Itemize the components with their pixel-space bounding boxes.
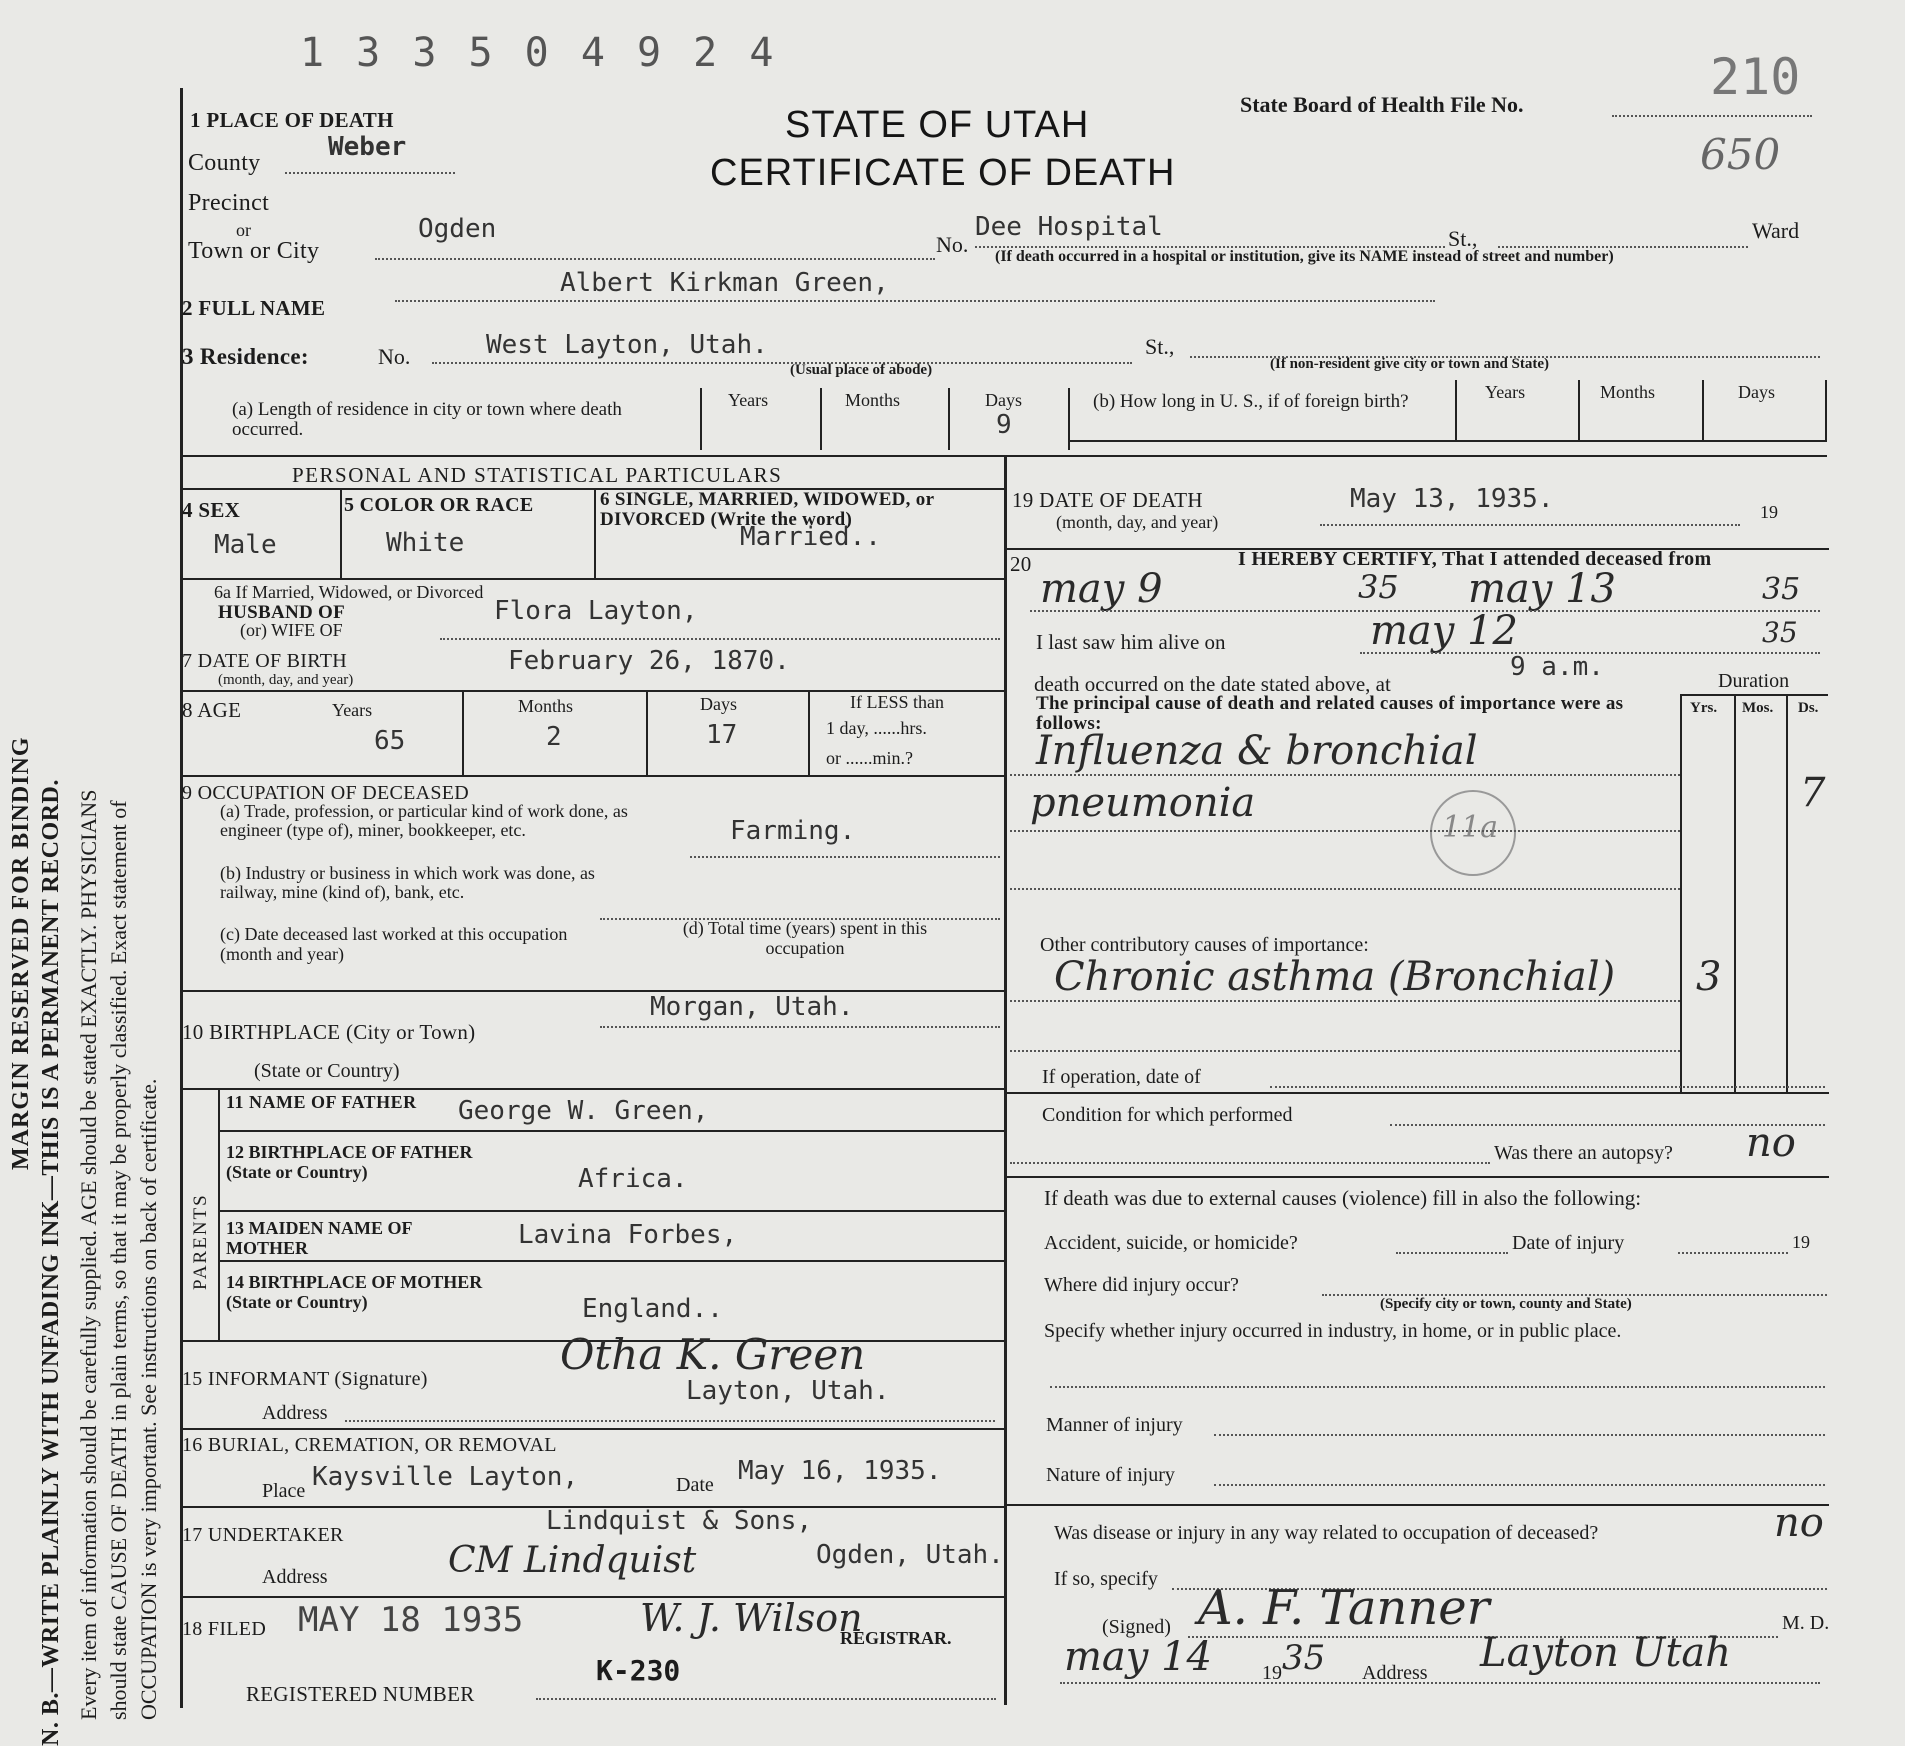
sign-year-value: 35 [1282,1638,1326,1678]
injury-bottom [1004,1504,1829,1506]
operation-label: If operation, date of [1042,1066,1201,1088]
birthplace-bottom [182,1088,1004,1090]
father-bottom [218,1130,1004,1132]
filed-stamp: MAY 18 1935 [298,1600,524,1640]
injury-specify-line [1050,1386,1825,1388]
duration-yrs-label: Yrs. [1690,700,1718,716]
hospital-value: Dee Hospital [975,212,1163,242]
town-value: Ogden [418,214,497,244]
occupation-value: Farming. [730,816,856,846]
informant-signature: Otha K. Green [560,1330,866,1379]
county-label: County [188,150,261,176]
informant-address-line [345,1420,995,1422]
if-so-label: If so, specify [1054,1568,1158,1590]
autopsy-label: Was there an autopsy? [1494,1142,1673,1164]
us-table-bottom [1070,440,1827,442]
occupation-label: 9 OCCUPATION OF DECEASED [182,782,470,804]
contributory-label: Other contributory causes of importance: [1040,934,1369,956]
injury-specify-label: Specify whether injury occurred in industry, in home, or in public place. [1044,1320,1622,1342]
age-days-value: 17 [706,720,738,750]
condition-label: Condition for which performed [1042,1104,1293,1126]
undertaker-address-label: Address [262,1566,328,1588]
place-of-death-label: 1 PLACE OF DEATH [190,108,394,132]
injury-19: 19 [1792,1232,1810,1252]
registrar-label: REGISTRAR. [840,1628,952,1648]
residence-street-label: St., [1145,334,1175,359]
occupation-bottom [182,990,1004,992]
age-years-label: Years [332,700,373,720]
birthplace-value: Morgan, Utah. [650,992,854,1022]
spouse-label-2: HUSBAND OF [218,602,346,623]
external-causes-label: If death was due to external causes (violence) fill in also the following: [1044,1186,1642,1210]
residence-line [432,362,1132,364]
father-birthplace-value: Africa. [578,1164,688,1194]
occupation-c-text: (c) Date deceased last worked at this occupation (month and year) [220,924,568,964]
age-sep2 [646,690,648,775]
mother-name-text: 13 MAIDEN NAME OF MOTHER [226,1218,412,1258]
attended-from-year: 35 [1358,568,1399,606]
date-of-death-sub: (month, day, and year) [1056,512,1219,532]
signed-label: (Signed) [1102,1616,1171,1638]
sign-date-value: may 14 [1064,1634,1212,1680]
duration-col-2 [1734,694,1736,1094]
margin-binding-text: MARGIN RESERVED FOR BINDING [8,736,34,1170]
margin-instruction-3: OCCUPATION is very important. See instructions on back of certificate. [136,1078,161,1720]
duration-mos-label: Mos. [1742,700,1774,716]
undertaker-address-value: Ogden, Utah. [816,1540,1004,1570]
us-table-right [1825,380,1827,442]
precinct-label: Precinct [188,190,270,216]
us-table-sep1 [1578,380,1580,442]
us-months-label: Months [1600,382,1656,402]
burial-label: 16 BURIAL, CREMATION, OR REMOVAL [182,1434,557,1456]
personal-heading: PERSONAL AND STATISTICAL PARTICULARS [292,463,783,487]
father-name-label: 11 NAME OF FATHER [226,1092,417,1112]
full-name-line [395,300,1435,302]
date-of-death-19: 19 [1760,502,1778,522]
dob-sub: (month, day, and year) [218,672,354,688]
res-table-left [700,388,702,450]
informant-label: 15 INFORMANT (Signature) [182,1368,428,1390]
cause-stamp-text: 11a [1442,810,1499,845]
contributory-line-2 [1010,1050,1680,1052]
duration-header-rule [1680,694,1828,696]
mother-name-label [226,1218,466,1258]
nature-line [1214,1484,1825,1486]
father-birthplace-label [226,1142,486,1182]
sign-date-line [1060,1682,1820,1684]
mother-birthplace-value: England.. [582,1294,723,1324]
cause-line-1-value: Influenza & bronchial [1036,728,1478,774]
res-table-sep1 [820,388,822,450]
certificate-serial-number: 1 3 3 5 0 4 9 2 4 [300,30,778,76]
undertaker-label: 17 UNDERTAKER [182,1524,344,1546]
town-label: Town or City [188,238,320,264]
less-than-label: If LESS than [850,692,944,712]
cause-line-1 [1010,774,1680,776]
spouse-label-3: (or) WIFE OF [240,620,343,640]
margin-instruction-2: should state CAUSE OF DEATH in plain terms, so that it may be properly classified. Exact statement of [106,800,131,1720]
accident-label: Accident, suicide, or homicide? [1044,1232,1298,1254]
parents-label: PARENTS [190,1193,211,1290]
cause-section-bottom [1004,1092,1829,1094]
undertaker-signature: CM Lindquist [448,1540,697,1581]
burial-place-value: Kaysville Layton, [312,1462,579,1492]
occupation-b-text: (b) Industry or business in which work was done, as railway, mine (kind of), bank, etc. [220,863,595,902]
res-days-label: Days [985,390,1022,410]
color-value: White [386,528,465,558]
attended-from-value: may 9 [1040,566,1163,612]
cause-duration-value: 7 [1800,770,1826,816]
father-name-value: George W. Green, [458,1096,709,1126]
registered-number-value: K-230 [596,1654,681,1687]
sex-value: Male [214,530,277,560]
father-birthplace-text: 12 BIRTHPLACE OF FATHER (State or Country) [226,1142,473,1182]
registrar-signature: W. J. Wilson [640,1596,863,1640]
spouse-line [440,638,1000,640]
row-6-bottom [182,578,1004,580]
cause-line-2-value: pneumonia [1030,780,1256,826]
occupation-related-value: no [1774,1500,1824,1546]
attended-to-year: 35 [1762,572,1801,607]
date-of-death-line [1320,524,1740,526]
age-label: 8 AGE [182,698,242,722]
residence-length-label [232,400,692,440]
filed-label: 18 FILED [182,1618,267,1640]
full-name-label: 2 FULL NAME [182,296,326,320]
occupation-d-label [680,918,930,958]
father-bp-bottom [218,1210,1004,1212]
file-number-line [1612,115,1812,117]
sex-divider [340,488,342,578]
sign-address-value: Layton Utah [1480,1630,1732,1676]
mother-birthplace-text: 14 BIRTHPLACE OF MOTHER (State or Country) [226,1272,483,1312]
spouse-label-1: 6a If Married, Widowed, or Divorced [214,582,484,602]
margin-instruction-1: Every item of information should be carefully supplied. AGE should be stated EXACTLY. PHYSICIANS [76,789,101,1720]
duration-col-1 [1680,694,1682,1094]
ward-label: Ward [1752,218,1800,243]
burial-place-label: Place [262,1480,306,1502]
street-no-label: No. [936,232,969,257]
duration-ds-label: Ds. [1798,700,1819,716]
burial-date-label: Date [676,1474,714,1496]
marital-value: Married.. [740,522,881,552]
mother-name-value: Lavina Forbes, [518,1220,738,1250]
occupation-a-label [220,802,690,840]
res-years-label: Years [728,390,769,410]
age-years-value: 65 [374,726,406,756]
less-than-hours: 1 day, ......hrs. [826,718,927,738]
registered-number-line [536,1698,996,1700]
margin-warning-text: N. B.—WRITE PLAINLY WITH UNFADING INK—THIS IS A PERMANENT RECORD. [38,779,64,1746]
birthplace-label: 10 BIRTHPLACE (City or Town) [182,1020,476,1044]
autopsy-value: no [1746,1120,1796,1166]
autopsy-line [1010,1162,1490,1164]
or-label: or [236,220,251,240]
contributory-duration: 3 [1696,954,1722,1000]
certify-label: I HEREBY CERTIFY, That I attended deceased from [1238,548,1712,570]
hospital-note: (If death occurred in a hospital or institution, give its NAME instead of street and number) [995,248,1614,265]
duration-col-3 [1786,694,1788,1094]
binding-margin [0,0,170,1746]
occupation-line [690,856,1000,858]
cause-line-3 [1010,888,1680,890]
md-label: M. D. [1782,1612,1830,1634]
undertaker-value: Lindquist & Sons, [546,1506,813,1536]
residence-no-label: No. [378,344,411,369]
us-length-text: (b) How long in U. S., if of foreign birth? [1093,391,1409,412]
res-months-label: Months [845,390,901,410]
occupation-c-label [220,924,580,964]
full-name-value: Albert Kirkman Green, [560,268,889,298]
burial-date-value: May 16, 1935. [738,1456,942,1486]
mother-bottom [218,1260,1004,1262]
county-line [285,172,455,174]
injury-date-line [1678,1252,1788,1254]
registered-number-label: REGISTERED NUMBER [246,1682,475,1706]
us-table-sep2 [1702,380,1704,442]
us-days-label: Days [1738,382,1775,402]
cause-line-2 [1010,830,1680,832]
manner-label: Manner of injury [1046,1414,1183,1436]
less-than-min: or ......min.? [826,748,913,768]
occupation-a-text: (a) Trade, profession, or particular kind of work done, as engineer (type of), miner, bookkeeper, etc. [220,801,628,840]
informant-address-label: Address [262,1402,328,1424]
age-days-label: Days [700,694,737,714]
cause-label-text: The principal cause of death and related causes of importance were as follows: [1036,693,1624,734]
us-length-label [1093,392,1433,412]
dob-value: February 26, 1870. [508,646,790,676]
street-label: St., [1448,226,1478,251]
birthplace-line [600,1026,1000,1028]
town-line [375,258,935,260]
marital-label-text: 6 SINGLE, MARRIED, WIDOWED, or DIVORCED (Write the word) [600,489,934,530]
occupation-related-label: Was disease or injury in any way related to occupation of deceased? [1054,1522,1599,1544]
file-number-label: State Board of Health File No. [1240,92,1524,117]
parents-divider [218,1088,220,1340]
sign-address-label: Address [1362,1662,1428,1684]
last-saw-label: I last saw him alive on [1036,630,1226,654]
attended-to-value: may 13 [1468,566,1616,612]
certify-number: 20 [1010,552,1032,576]
file-number-value: 210 [1710,48,1801,106]
residence-value: West Layton, Utah. [486,330,768,360]
spouse-value: Flora Layton, [494,596,698,626]
occupation-d-text: (d) Total time (years) spent in this occupation [682,918,928,958]
last-saw-year: 35 [1762,616,1798,649]
birthplace-state-label: (State or Country) [254,1060,400,1082]
res-days-value: 9 [996,410,1012,440]
informant-bottom [182,1428,1004,1430]
injury-date-label: Date of injury [1512,1232,1625,1254]
outer-border-left [180,88,183,1708]
nature-label: Nature of injury [1046,1464,1175,1486]
age-months-label: Months [518,696,574,716]
informant-address-value: Layton, Utah. [686,1376,890,1406]
sex-label: 4 SEX [182,498,241,522]
death-time-value: 9 a.m. [1510,652,1604,682]
file-number-handwritten: 650 [1700,130,1781,179]
age-sep3 [808,690,810,775]
title-state: STATE OF UTAH [785,104,1090,146]
death-occurred-label: death occurred on the date stated above, at [1034,672,1391,696]
residence-length-text: (a) Length of residence in city or town where death occurred. [232,399,622,440]
res-table-sep2 [948,388,950,450]
personal-top-rule [182,455,1827,457]
title-certificate: CERTIFICATE OF DEATH [710,152,1176,194]
county-value: Weber [328,132,407,162]
date-of-death-value: May 13, 1935. [1350,484,1554,514]
color-divider [594,488,596,578]
non-resident-note: (If non-resident give city or town and State) [1270,356,1550,372]
injury-where-label: Where did injury occur? [1044,1274,1239,1296]
mother-birthplace-label [226,1272,486,1312]
physician-signature: A. F. Tanner [1198,1580,1490,1636]
us-years-label: Years [1485,382,1526,402]
manner-line [1214,1434,1825,1436]
duration-label: Duration [1718,670,1790,692]
last-saw-value: may 12 [1370,608,1518,654]
accident-line [1396,1252,1508,1254]
color-label: 5 COLOR OR RACE [344,494,534,516]
sign-year-prefix: 19 [1262,1662,1282,1684]
us-table-left [1455,380,1457,442]
column-divider [1004,455,1007,1705]
autopsy-bottom [1004,1176,1829,1178]
residence-label: 3 Residence: [182,344,309,369]
contributory-line-1 [1010,1000,1680,1002]
date-of-death-label: 19 DATE OF DEATH [1012,488,1203,512]
occupation-b-label [220,864,640,902]
operation-line [1270,1086,1825,1088]
undertaker-bottom [182,1596,1004,1598]
age-sep1 [462,690,464,775]
injury-where-note: (Specify city or town, county and State) [1380,1296,1632,1312]
age-bottom [182,775,1004,777]
contributory-value: Chronic asthma (Bronchial) [1054,954,1616,1000]
age-months-value: 2 [546,722,562,752]
dob-label: 7 DATE OF BIRTH [182,650,347,672]
usual-abode-note: (Usual place of abode) [790,362,933,378]
